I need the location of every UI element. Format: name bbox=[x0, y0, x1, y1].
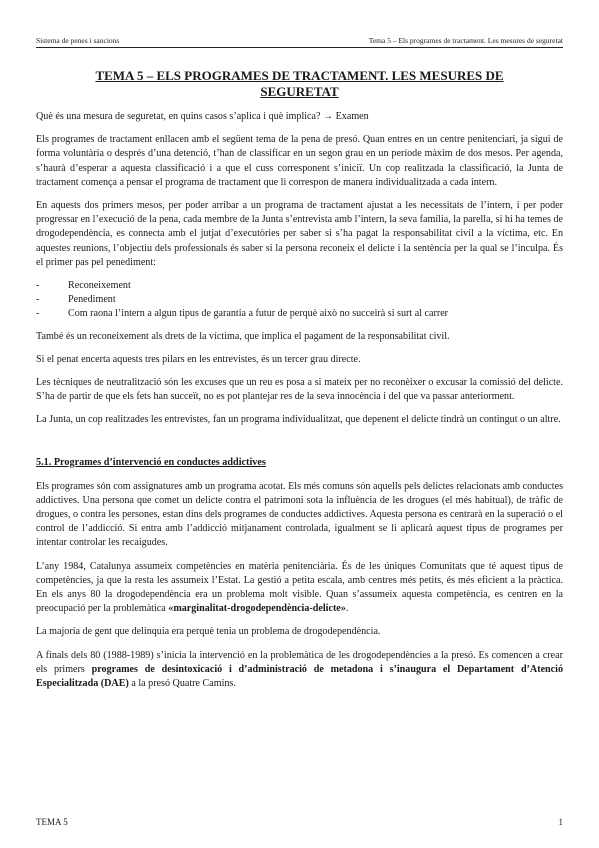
section-paragraph-1: Els programes són com assignatures amb un programa acotat. Els més comuns són aquells pels delictes relacionats amb conductes addictives. Una persona que comet un delicte contra el patrimoni sota la influència de les drogues (el més habitual), de tràfic de drogues, o contra les persones, estan dins dels programes de conductes addictives. Aquesta persona es centrarà en la superació o el control de l’addicció. Si entra amb l’addicció mitjanament controlada, igualment se li aplicarà aquest tipus de programes per intentar controlar les recaigudes. bbox=[36, 480, 563, 549]
paragraph-1: Els programes de tractament enllacen amb el següent tema de la pena de presó. Quan entres en un centre penitenciari, ja sigui de forma voluntària o després d’una detenció, t’han de classificar en un segon grau en un període màxim de dos mesos. Per agenda, s’haurà d’esperar a aquesta classificació i a que el cuss corresponent s’iniciï. Un cop realitzada la classificació, la Junta de tractament comença a pensar el programa de tractament que li correspon de manera individualitzada a cada intern. bbox=[36, 134, 563, 188]
list-item bbox=[36, 279, 563, 293]
bullet-dash: - bbox=[36, 308, 40, 320]
list-item bbox=[36, 293, 563, 307]
running-footer bbox=[36, 817, 563, 828]
running-header bbox=[36, 36, 563, 48]
bullet-dash: - bbox=[36, 294, 40, 306]
bold-text: «marginalitat-drogodependència-delicte» bbox=[168, 603, 346, 615]
page-number: 1 bbox=[558, 817, 563, 827]
section-paragraph-2 bbox=[36, 560, 563, 617]
list-item-text: Penediment bbox=[68, 294, 116, 306]
section-paragraph-3: La majoria de gent que delinquia era perquè tenia un problema de drogodependència. bbox=[36, 626, 381, 638]
list-item-text: Com raona l’intern a algun tipus de garantia a futur de perquè això no succeirà si surt al carrer bbox=[68, 308, 449, 320]
text-run: L’any 1984, Catalunya assumeix competències en matèria penitenciària. És de les úniques Comunitats que té aquest tipus de competències, ja que la resta les assumeix l’Estat. La gestió a petita escala, amb centres més petits, és més eficient a la pràctica. En els anys 80 la drogodependència era un problema molt visible. Quan s’assumeix aquesta competència, es centren en la preocupació per la problemàtica bbox=[36, 560, 563, 615]
list-item-text: Reconeixement bbox=[68, 280, 131, 292]
bold-text: programes de desintoxicació i d’administració de metadona i s’inaugura el Departament d’Atenció Especialitzada (DAE) bbox=[36, 663, 563, 690]
bullet-dash: - bbox=[36, 280, 40, 292]
paragraph-2: En aquests dos primers mesos, per poder arribar a un programa de tractament ajustat a les necessitats de l’intern, i per poder progressar en l’execució de la pena, cada membre de la Junta s’entrevista amb l’intern, la seva família, la parella, si hi ha temes de drogodependència, es connecta amb el jutjat d’executòries per saber si s’ha pagat la responsabilitat civil a la víctima, etc. En aquestes reunions, l’objectiu dels professionals és saber si la persona reconeix el delicte i la sentència per la qual se l’inculpa. És el primer pas pel penediment: bbox=[36, 200, 563, 268]
list-item bbox=[36, 307, 563, 321]
paragraph-5: Les tècniques de neutralització són les excuses que un reu es posa a si mateix per no reconèixer o excusar la comissió del delicte. S’ha de partir de que els fets han succeït, no es pot plantejar res de la seva innocència i del que va passar anteriorment. bbox=[36, 377, 563, 403]
text-run: A finals dels 80 (1988-1989) s’inicia la intervenció en la problemàtica de les drogodependències a la presó. Es comencen a crear els primers bbox=[36, 649, 563, 675]
section-paragraph-4 bbox=[36, 649, 563, 692]
section-heading: 5.1. Programes d’intervenció en conductes addictives bbox=[36, 456, 266, 468]
header-course: Sistema de penes i sancions bbox=[36, 36, 120, 45]
document-body bbox=[36, 68, 563, 700]
text-run: . bbox=[345, 603, 349, 615]
page-title: TEMA 5 – ELS PROGRAMES DE TRACTAMENT. LES MESURES DE SEGURETAT bbox=[95, 68, 504, 99]
bullet-list bbox=[36, 279, 563, 322]
paragraph-3: També és un reconeixement als drets de la víctima, que implica el pagament de la responsabilitat civil. bbox=[36, 330, 450, 342]
paragraph-4: Si el penat encerta aquests tres pilars en les entrevistes, és un tercer grau directe. bbox=[36, 353, 361, 365]
header-topic: Tema 5 – Els programes de tractament. Les mesures de seguretat bbox=[368, 36, 563, 45]
text-run: a la presó Quatre Camins. bbox=[128, 678, 236, 690]
footer-label: TEMA 5 bbox=[36, 817, 68, 827]
paragraph-6: La Junta, un cop realitzades les entrevistes, fan un programa individualitzat, que depenent el delicte tindrà un contingut o un altre. bbox=[36, 414, 561, 426]
exam-question: Què és una mesura de seguretat, en quins casos s’aplica i què implica? → Examen bbox=[36, 111, 369, 122]
